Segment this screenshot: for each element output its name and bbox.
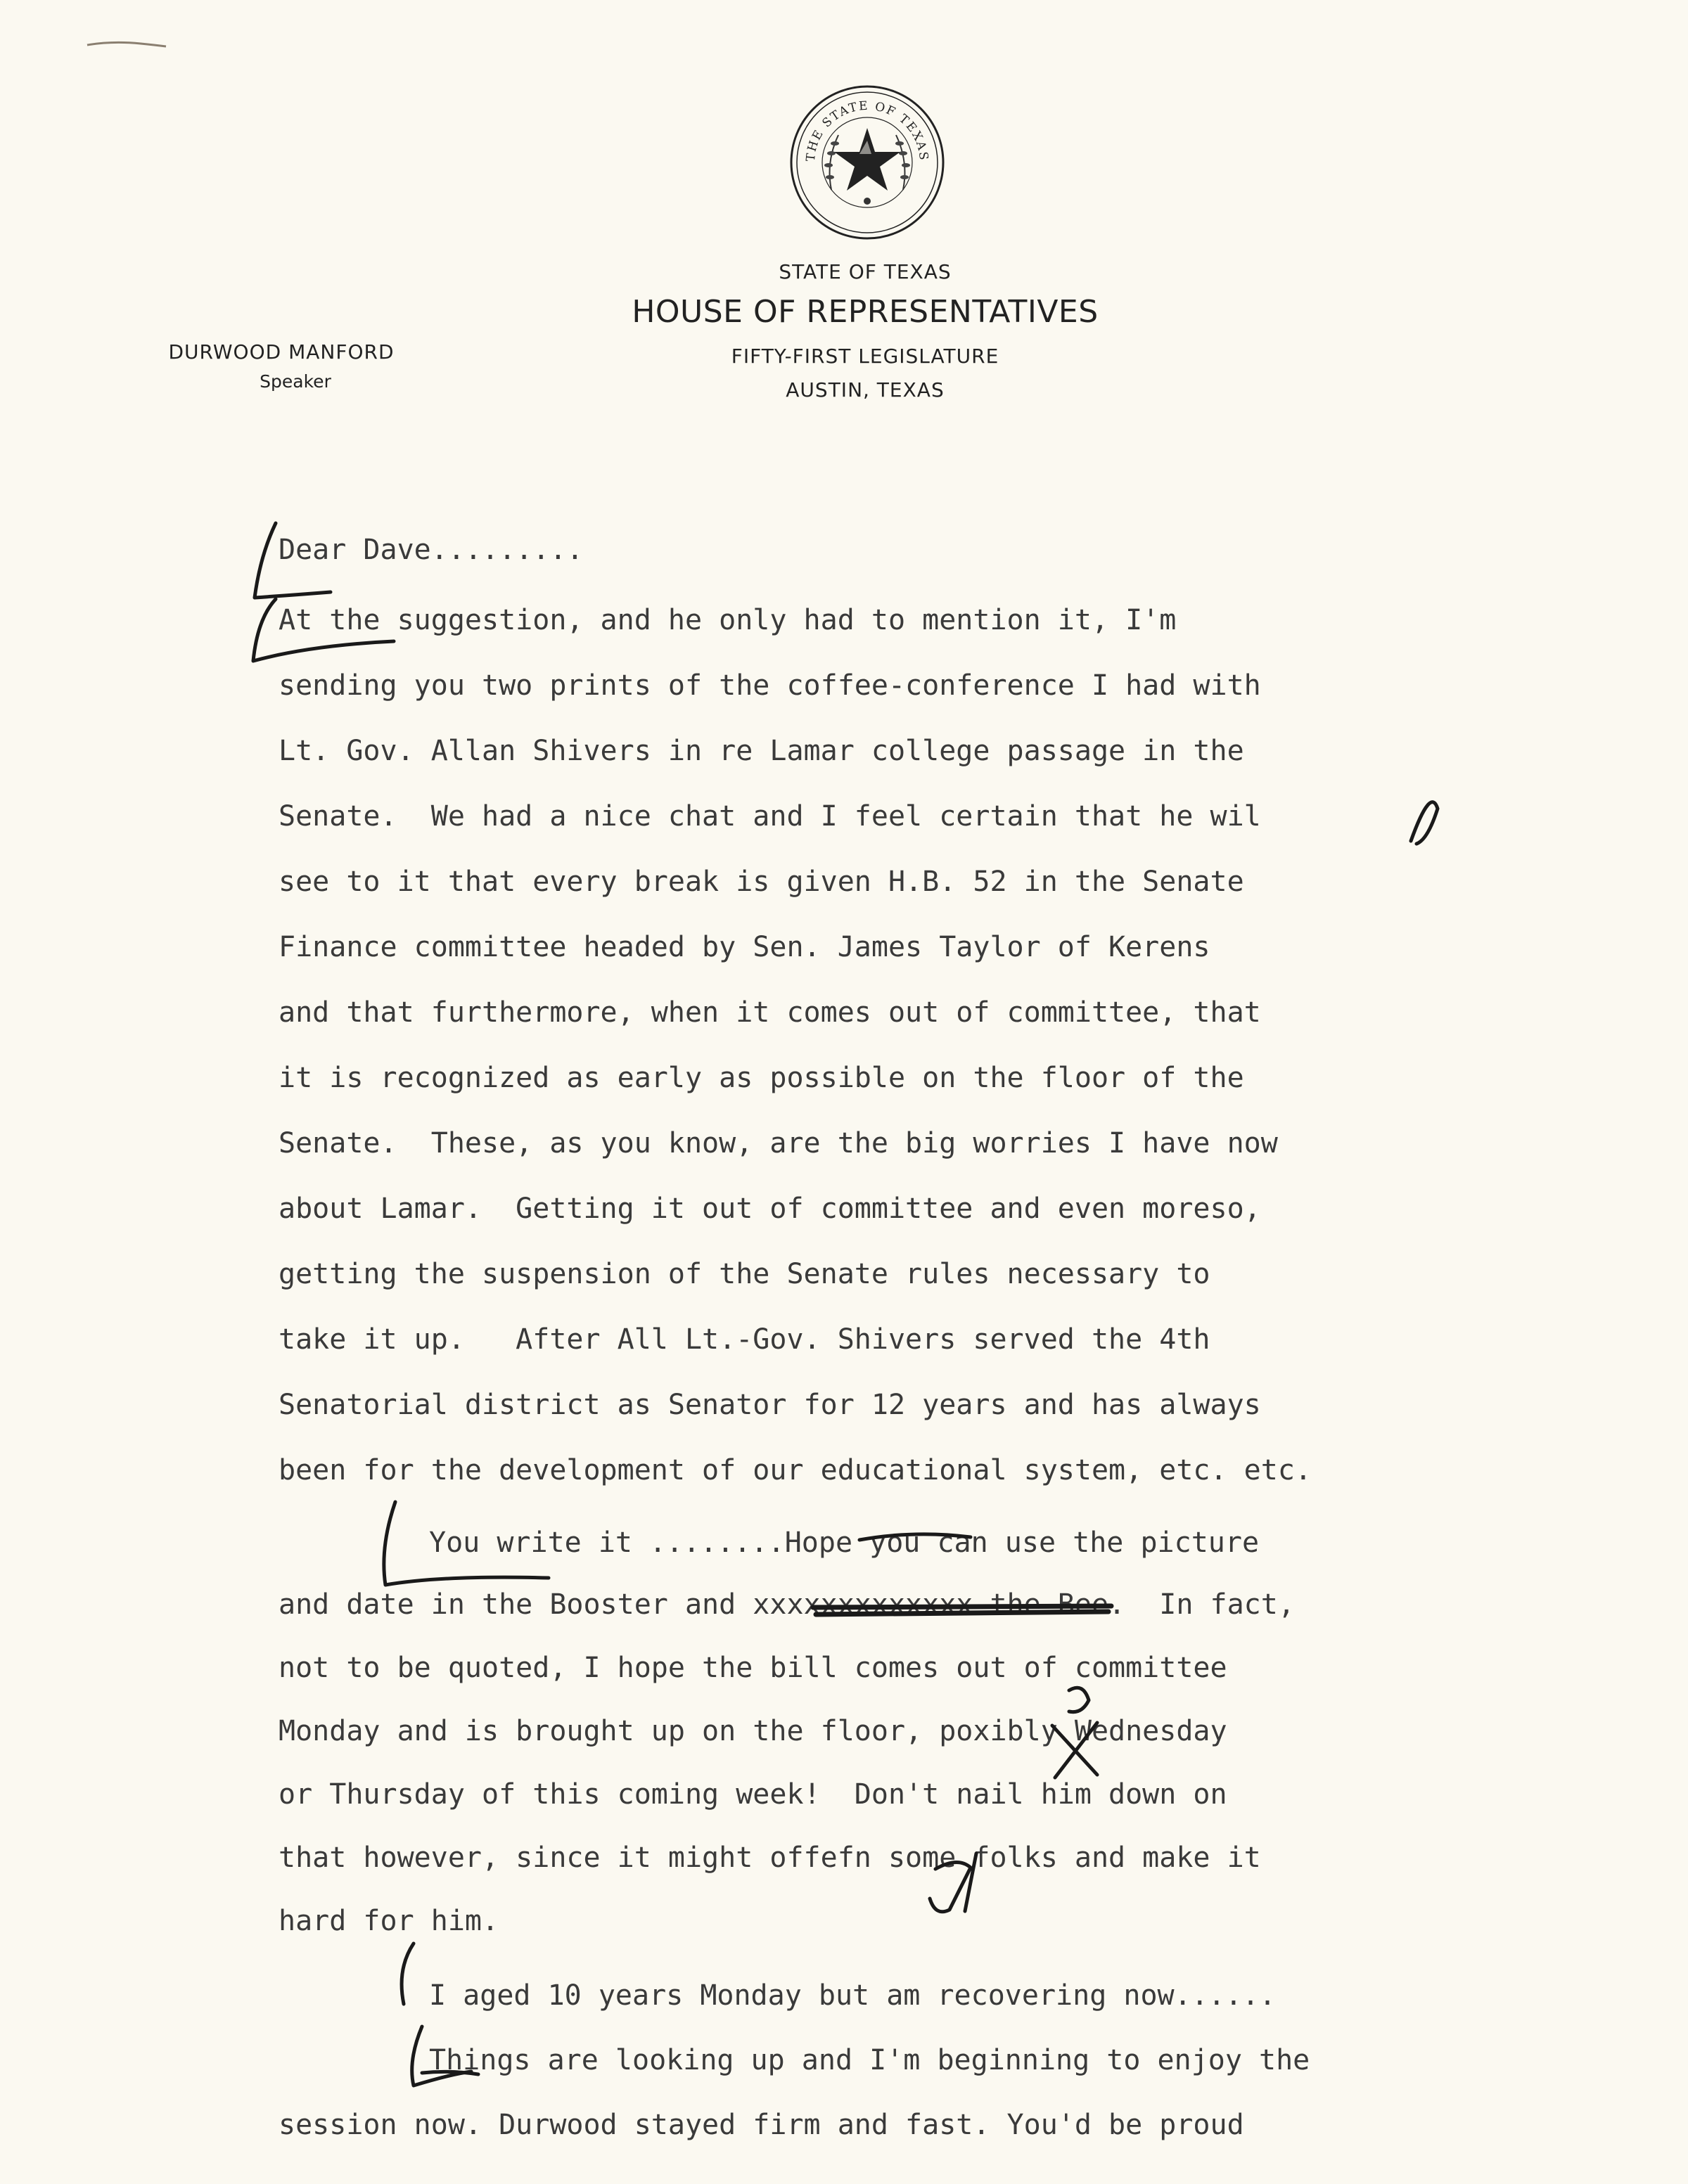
letter-line: Finance committee headed by Sen. James Taylor of Kerens	[279, 931, 1210, 963]
letter-line: it is recognized as early as possible on the floor of the	[279, 1062, 1244, 1094]
texas-seal	[789, 84, 945, 240]
letter-line: getting the suspension of the Senate rules necessary to	[279, 1258, 1210, 1290]
letter-line: take it up. After All Lt.-Gov. Shivers served the 4th	[279, 1323, 1210, 1356]
seal-text: THE STATE OF TEXAS	[803, 98, 931, 162]
inserted-letter-mark	[1411, 802, 1438, 844]
letter-line: Senate. These, as you know, are the big worries I have now	[279, 1127, 1278, 1160]
speaker-title: Speaker	[260, 371, 331, 392]
letterhead-legislature: FIFTY-FIRST LEGISLATURE	[731, 345, 999, 368]
letter-line: I aged 10 years Monday but am recovering now......	[429, 1979, 1277, 2012]
letter-line: Dear Dave.........	[279, 534, 584, 566]
star-icon	[834, 128, 900, 191]
paper-smudge	[84, 39, 169, 49]
letter-line: hard for him.	[279, 1905, 499, 1937]
letterhead-city: AUSTIN, TEXAS	[786, 378, 945, 402]
letter-line: or Thursday of this coming week! Don't nail him down on	[279, 1778, 1227, 1811]
letter-line: see to it that every break is given H.B. 52 in the Senate	[279, 866, 1244, 898]
letter-line: and date in the Booster and xxxxxxxxxxxxx the Bee. In fact,	[279, 1588, 1295, 1621]
letter-line: Monday and is brought up on the floor, poxibly Wednesday	[279, 1715, 1227, 1747]
speaker-name: DURWOOD MANFORD	[168, 340, 395, 364]
letterhead-state: STATE OF TEXAS	[779, 260, 952, 283]
letter-line: about Lamar. Getting it out of committee and even moreso,	[279, 1193, 1261, 1225]
letter-line: Lt. Gov. Allan Shivers in re Lamar college passage in the	[279, 735, 1244, 767]
letter-line: been for the development of our educational system, etc. etc.	[279, 1454, 1312, 1486]
letter-line: session now. Durwood stayed firm and fast. You'd be proud	[279, 2109, 1244, 2141]
letter-line: Senatorial district as Senator for 12 years and has always	[279, 1389, 1261, 1421]
letterhead-house: HOUSE OF REPRESENTATIVES	[632, 294, 1099, 330]
paragraph-mark	[402, 1944, 414, 2004]
letter-line: Things are looking up and I'm beginning to enjoy the	[429, 2044, 1310, 2076]
letter-line: Senate. We had a nice chat and I feel certain that he wil	[279, 800, 1261, 833]
letter-line: that however, since it might offefn some folks and make it	[279, 1842, 1261, 1874]
letter-line: sending you two prints of the coffee-conference I had with	[279, 669, 1261, 702]
letter-line: You write it ........Hope you can use the picture	[429, 1527, 1260, 1559]
letter-line: not to be quoted, I hope the bill comes out of committee	[279, 1652, 1227, 1684]
letter-line: At the suggestion, and he only had to mention it, I'm	[279, 604, 1177, 636]
letter-line: and that furthermore, when it comes out of committee, that	[279, 996, 1261, 1029]
